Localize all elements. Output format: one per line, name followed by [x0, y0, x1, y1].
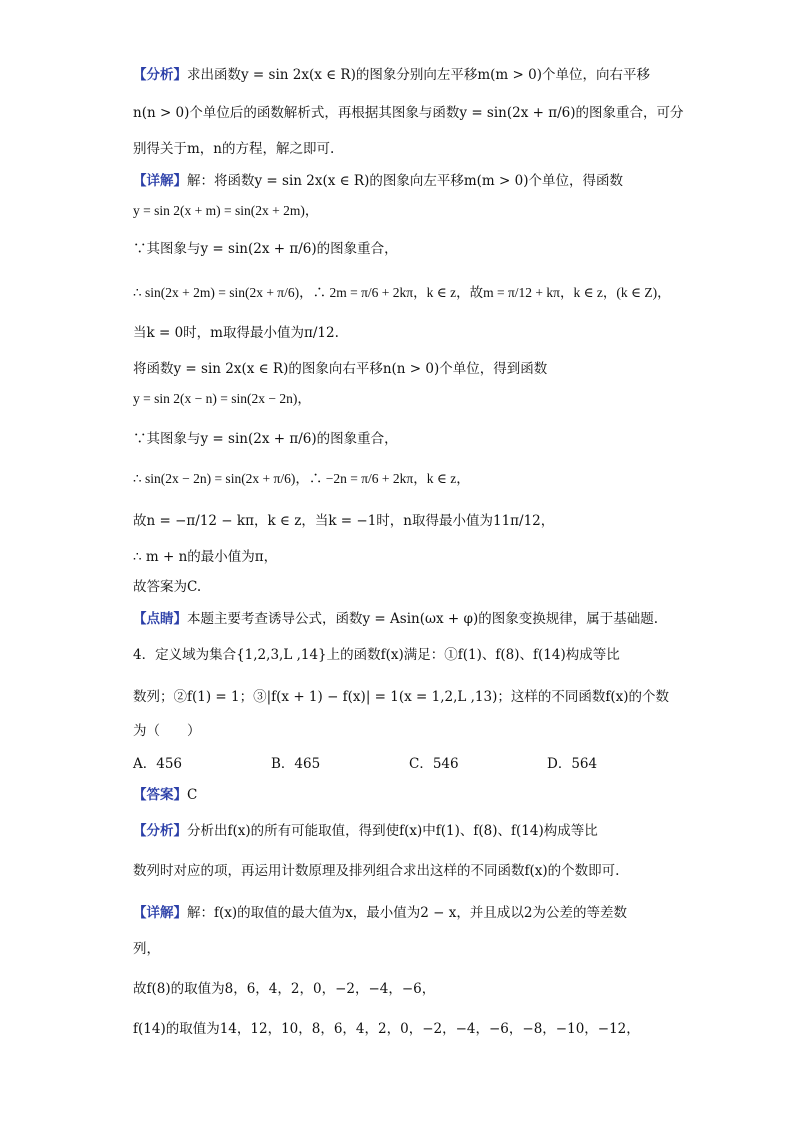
section-tag: 【点睛】 [133, 611, 187, 627]
detail-line-5 [133, 324, 339, 342]
section-tag: 【答案】 [133, 787, 187, 803]
options-row [133, 755, 685, 773]
option-c: C．546 [409, 756, 459, 772]
detail-line-8 [133, 430, 398, 448]
line-text: 分析出f(x)的所有可能取值，得到使f(x)中f(1)、f(8)、f(14)构成等比 [187, 823, 598, 839]
detail-line-2 [133, 202, 318, 220]
analysis-line-3 [133, 140, 334, 158]
detail2-line-4 [133, 1020, 640, 1038]
line-text: C [187, 787, 198, 803]
option-d: D．564 [547, 756, 598, 772]
detail-line-11 [133, 548, 277, 566]
line-text: n(n > 0)个单位后的函数解析式，再根据其图象与函数y = sin(2x + π/6)的图象重合，可分 [133, 105, 684, 121]
question-line-2 [133, 688, 669, 706]
answer-line [133, 786, 197, 804]
detail2-line-1 [133, 904, 627, 922]
option-b: B．465 [271, 756, 321, 772]
line-text: ∴ sin(2x − 2n) = sin(2x + π/6)，∴ −2n = π/6 + 2kπ，k ∈ z， [133, 471, 470, 486]
line-text: 为（ ） [133, 723, 201, 739]
line-text: ∴ sin(2x + 2m) = sin(2x + π/6)，∴ 2m = π/6 + 2kπ，k ∈ z，故m = π/12 + kπ，k ∈ z，(k ∈ Z)， [133, 285, 671, 300]
line-text: 4．定义域为集合{1,2,3,L ,14}上的函数f(x)满足：①f(1)、f(8)、f(14)构成等比 [133, 647, 620, 663]
line-text: 本题主要考查诱导公式，函数y = Asin(ωx + φ)的图象变换规律，属于基础题. [187, 611, 659, 627]
analysis-line-1 [133, 66, 650, 84]
line-text: ∵其图象与y = sin(2x + π/6)的图象重合， [133, 431, 398, 447]
line-text: 故答案为C. [133, 579, 202, 595]
line-text: 求出函数y = sin 2x(x ∈ R)的图象分别向左平移m(m > 0)个单位，向右平移 [187, 67, 650, 83]
section-tag: 【分析】 [133, 823, 187, 839]
line-text: ∴ m + n的最小值为π， [133, 549, 278, 565]
line-text: y = sin 2(x − n) = sin(2x − 2n)， [133, 391, 311, 406]
detail-line-9 [133, 470, 470, 488]
line-text: 数列；②f(1) = 1；③|f(x + 1) − f(x)| = 1(x = 1,2,L ,13)；这样的不同函数f(x)的个数 [133, 689, 670, 705]
option-a: A．456 [133, 756, 183, 772]
section-tag: 【详解】 [133, 173, 187, 189]
line-text: ∵其图象与y = sin(2x + π/6)的图象重合， [133, 241, 398, 257]
detail-line-1 [133, 172, 623, 190]
line-text: 故n = −π/12 − kπ，k ∈ z，当k = −1时，n取得最小值为11π/12， [133, 513, 555, 529]
section-tag: 【详解】 [133, 905, 187, 921]
line-text: 列， [133, 941, 160, 957]
analysis-line-2 [133, 104, 684, 122]
comment-line [133, 610, 658, 628]
analysis2-line-1 [133, 822, 598, 840]
line-text: 解：f(x)的取值的最大值为x，最小值为2 − x，并且成以2为公差的等差数 [187, 905, 627, 921]
line-text: y = sin 2(x + m) = sin(2x + 2m)， [133, 203, 319, 218]
detail-line-10 [133, 512, 554, 530]
detail-line-4 [133, 284, 671, 302]
line-text: 当k = 0时，m取得最小值为π/12. [133, 325, 339, 341]
detail2-line-2 [133, 940, 160, 958]
line-text: 故f(8)的取值为8，6，4，2，0，−2，−4，−6， [133, 981, 436, 997]
question-line-3 [133, 722, 201, 740]
line-text: f(14)的取值为14，12，10，8，6，4，2，0，−2，−4，−6，−8，−10，−12， [133, 1021, 640, 1037]
detail2-line-3 [133, 980, 435, 998]
detail-line-3 [133, 240, 398, 258]
question-line-1 [133, 646, 620, 664]
detail-line-7 [133, 390, 311, 408]
analysis2-line-2 [133, 862, 619, 880]
line-text: 数列时对应的项，再运用计数原理及排列组合求出这样的不同函数f(x)的个数即可. [133, 863, 620, 879]
line-text: 解：将函数y = sin 2x(x ∈ R)的图象向左平移m(m > 0)个单位，得函数 [187, 173, 623, 189]
line-text: 将函数y = sin 2x(x ∈ R)的图象向右平移n(n > 0)个单位，得到函数 [133, 361, 548, 377]
detail-line-6 [133, 360, 547, 378]
detail-line-12 [133, 578, 201, 596]
section-tag: 【分析】 [133, 67, 187, 83]
line-text: 别得关于m，n的方程，解之即可. [133, 141, 335, 157]
